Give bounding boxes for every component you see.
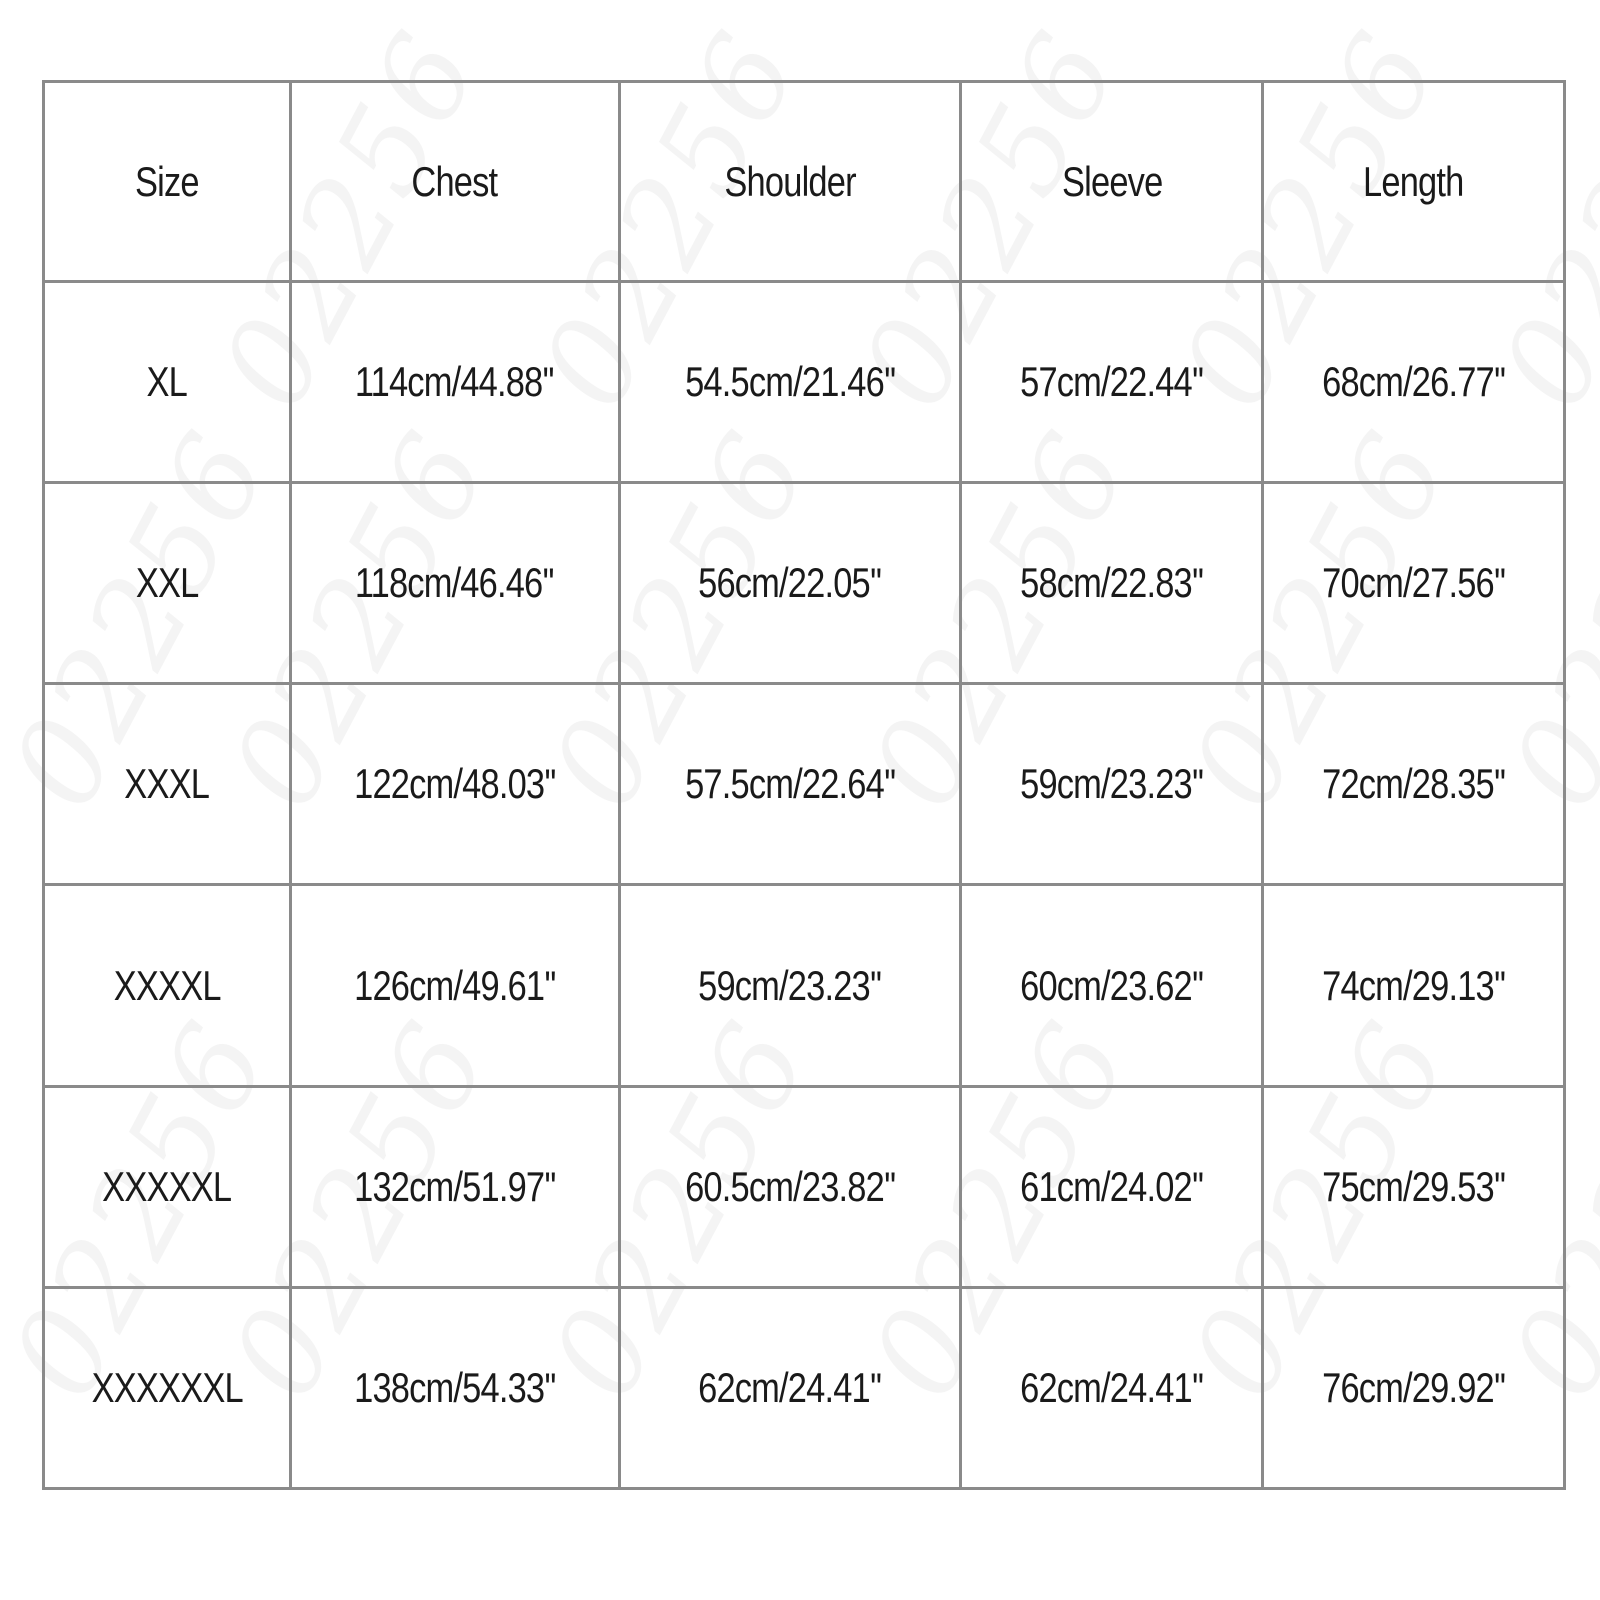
cell-length xyxy=(1263,483,1565,684)
cell-shoulder xyxy=(619,483,961,684)
header-cell-size xyxy=(44,82,291,282)
header-cell-length xyxy=(1263,82,1565,282)
header-cell-sleeve xyxy=(961,82,1263,282)
table-row xyxy=(44,684,1565,885)
header-label: Shoulder xyxy=(724,157,856,205)
cell-value: 122cm/48.03'' xyxy=(354,760,556,808)
cell-shoulder xyxy=(619,885,961,1086)
table-row xyxy=(44,885,1565,1086)
cell-size xyxy=(44,1287,291,1488)
header-label: Chest xyxy=(411,157,498,205)
cell-value: 75cm/29.53'' xyxy=(1321,1162,1506,1210)
cell-value: 68cm/26.77'' xyxy=(1321,358,1506,406)
cell-value: XL xyxy=(146,358,188,406)
cell-sleeve xyxy=(961,684,1263,885)
cell-value: 132cm/51.97'' xyxy=(354,1162,556,1210)
cell-value: XXXXL xyxy=(113,961,221,1009)
cell-value: 61cm/24.02'' xyxy=(1020,1162,1204,1210)
cell-value: 138cm/54.33'' xyxy=(354,1363,556,1411)
cell-size xyxy=(44,885,291,1086)
cell-value: XXL xyxy=(135,559,199,607)
cell-length xyxy=(1263,282,1565,483)
table-row xyxy=(44,1287,1565,1488)
cell-chest xyxy=(290,282,619,483)
cell-sleeve xyxy=(961,483,1263,684)
cell-value: 58cm/22.83'' xyxy=(1020,559,1204,607)
cell-value: 62cm/24.41'' xyxy=(698,1363,882,1411)
cell-value: 56cm/22.05'' xyxy=(698,559,882,607)
cell-chest xyxy=(290,1287,619,1488)
cell-value: 126cm/49.61'' xyxy=(354,961,556,1009)
header-label: Sleeve xyxy=(1061,157,1163,205)
cell-length xyxy=(1263,885,1565,1086)
table-row xyxy=(44,1086,1565,1287)
cell-shoulder xyxy=(619,1287,961,1488)
cell-value: 54.5cm/21.46'' xyxy=(685,358,896,406)
cell-value: 60.5cm/23.82'' xyxy=(685,1162,896,1210)
cell-length xyxy=(1263,684,1565,885)
cell-size xyxy=(44,684,291,885)
header-label: Size xyxy=(134,157,199,205)
cell-sleeve xyxy=(961,1086,1263,1287)
cell-value: 76cm/29.92'' xyxy=(1321,1363,1506,1411)
cell-value: 74cm/29.13'' xyxy=(1321,961,1506,1009)
cell-value: 60cm/23.62'' xyxy=(1020,961,1204,1009)
cell-size xyxy=(44,282,291,483)
cell-size xyxy=(44,483,291,684)
cell-length xyxy=(1263,1287,1565,1488)
cell-chest xyxy=(290,483,619,684)
table-row xyxy=(44,282,1565,483)
size-chart-table xyxy=(42,80,1566,1490)
cell-size xyxy=(44,1086,291,1287)
cell-value: 57cm/22.44'' xyxy=(1020,358,1204,406)
cell-value: 118cm/46.46'' xyxy=(355,559,555,607)
header-label: Length xyxy=(1363,157,1464,205)
cell-value: XXXXXL xyxy=(102,1162,232,1210)
cell-value: 114cm/44.88'' xyxy=(355,358,555,406)
table-row xyxy=(44,483,1565,684)
cell-shoulder xyxy=(619,1086,961,1287)
cell-shoulder xyxy=(619,684,961,885)
cell-chest xyxy=(290,684,619,885)
cell-length xyxy=(1263,1086,1565,1287)
cell-value: 57.5cm/22.64'' xyxy=(685,760,896,808)
header-cell-shoulder xyxy=(619,82,961,282)
cell-sleeve xyxy=(961,282,1263,483)
cell-sleeve xyxy=(961,1287,1263,1488)
cell-value: 70cm/27.56'' xyxy=(1321,559,1506,607)
header-row xyxy=(44,82,1565,282)
cell-chest xyxy=(290,885,619,1086)
cell-chest xyxy=(290,1086,619,1287)
cell-value: 72cm/28.35'' xyxy=(1321,760,1506,808)
cell-value: 59cm/23.23'' xyxy=(1020,760,1204,808)
cell-value: 59cm/23.23'' xyxy=(698,961,882,1009)
cell-value: XXXL xyxy=(124,760,210,808)
header-cell-chest xyxy=(290,82,619,282)
cell-shoulder xyxy=(619,282,961,483)
cell-value: XXXXXXL xyxy=(91,1363,243,1411)
cell-value: 62cm/24.41'' xyxy=(1020,1363,1204,1411)
cell-sleeve xyxy=(961,885,1263,1086)
